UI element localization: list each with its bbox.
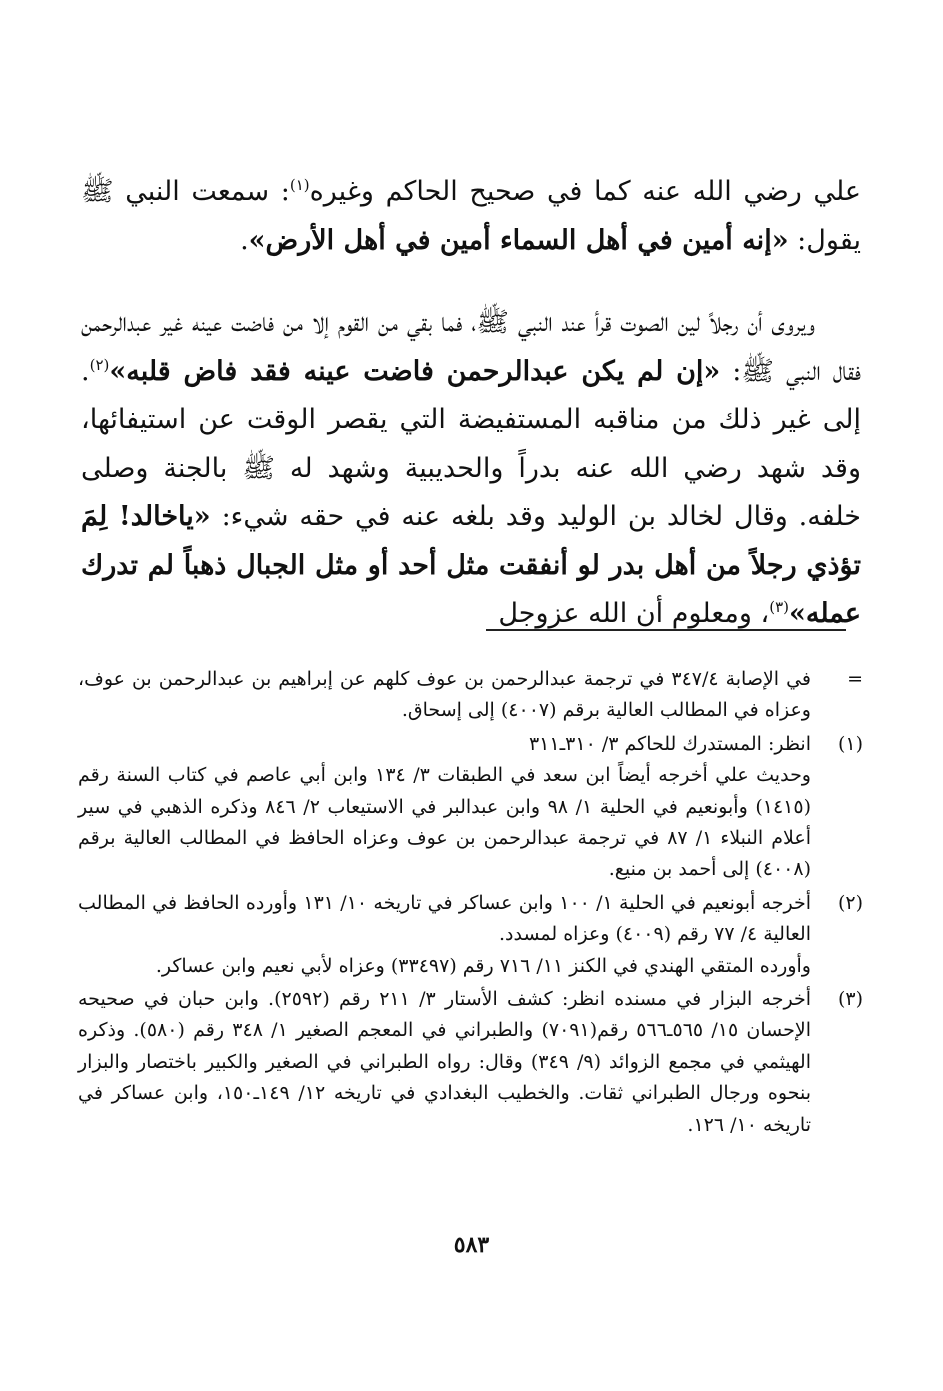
footnote-separator: [486, 629, 846, 631]
footnote-body: [78, 984, 811, 1141]
paragraph-2: [81, 299, 861, 639]
main-text: [81, 168, 861, 639]
footnote-ref-2: (٢): [89, 355, 110, 374]
paragraph-1-text-c: .: [240, 224, 249, 256]
paragraph-1-text-a: علي رضي الله عنه كما في صحيح الحاكم وغيره: [309, 176, 861, 207]
footnote-line: أخرجه البزار في مسنده انظر: كشف الأستار ٣/ ٢١١ رقم (٢٥٩٢). وابن حبان في صحيحه الإحسان ١٥/ ٥٦٥ـ٥٦٦ رقم(٧٠٩١) والطبراني في المعجم الصغير ١/ ٣٤٨ رقم (٥٨٠). وذكره الهيثمي في مجمع الزوائد (٩/ ٣٤٩) وقال: رواه الطبراني في الصغير والكبير باختصار والبزار بنحوه ورجال الطبراني ثقات. والخطيب البغدادي في تاريخه ١٢/ ١٤٩ـ١٥٠، وابن عساكر في تاريخه ١٠/ ١٢٦.: [78, 988, 811, 1136]
footnote-body: [78, 888, 811, 982]
hadith-quote-2: «إن لم يكن عبدالرحمن فاضت عينه فقد فاض قلبه»: [109, 355, 721, 387]
footnote-line: وحديث علي أخرجه أيضاً ابن سعد في الطبقات ٣/ ١٣٤ وابن أبي عاصم في كتاب السنة رقم (١٤١٥) وأبونعيم في الحلية ١/ ٩٨ وابن عبدالبر في الاستيعاب ٢/ ٨٤٦ وذكره الذهبي في سير أعلام النبلاء ١/ ٨٧ في ترجمة عبدالرحمن بن عوف وعزاه الحافظ في المطالب العالية برقم (٤٠٠٨) إلى أحمد بن منيع.: [78, 764, 811, 881]
footnote-1: [78, 729, 863, 886]
footnote-marker: (٢): [837, 891, 863, 914]
footnote-marker: =: [847, 668, 863, 690]
paragraph-2-text-a: ويروى أن رجلاً لين الصوت قرأ عند النبي ﷺ، فما بقي من القوم إلا من فاضت عينه غير عبدالرحمن فقال النبي ﷺ:: [81, 307, 861, 387]
footnote-line: انظر: المستدرك للحاكم ٣/ ٣١٠ـ٣١١: [528, 732, 811, 755]
footnotes: [78, 664, 863, 1141]
footnote-line: في الإصابة ٣٤٧/٤ في ترجمة عبدالرحمن بن عوف كلهم عن إبراهيم بن عبدالرحمن بن عوف، وعزاه في المطالب العالية برقم (٤٠٠٧) إلى إسحاق.: [78, 668, 811, 722]
footnote-line: وأورده المتقي الهندي في الكنز ١١/ ٧١٦ رقم (٣٣٤٩٧) وعزاه لأبي نعيم وابن عساكر.: [155, 954, 811, 977]
footnote-continued: [78, 664, 863, 727]
page-number: ٥٨٣: [453, 1232, 490, 1258]
hadith-quote-1: «إنه أمين في أهل السماء أمين في أهل الأرض»: [248, 224, 789, 256]
hadith-quote-3: «ياخالد! لِمَ تؤذي رجلاً من أهل بدر لو أنفقت مثل أحد أو مثل الجبال ذهباً لم تدرك عمله»: [81, 501, 862, 629]
footnote-body: [78, 729, 811, 886]
footnote-line: أخرجه أبونعيم في الحلية ١/ ١٠٠ وابن عساكر في تاريخه ١٠/ ١٣١ وأورده الحافظ في المطالب العالية ٤/ ٧٧ رقم (٤٠٠٩) وعزاه لمسدد.: [78, 891, 811, 946]
footnote-marker: (٣): [837, 988, 863, 1011]
paragraph-1: [81, 168, 861, 265]
paragraph-2-text-c: ، ومعلوم أن الله عزوجل: [498, 598, 770, 629]
footnote-3: [78, 984, 863, 1141]
footnote-marker: (١): [837, 732, 863, 755]
footnote-ref-1: (١): [289, 176, 310, 194]
footnote-body: [78, 664, 811, 727]
paragraph-1-text-b: : سمعت النبي ﷺ يقول:: [81, 176, 861, 256]
paragraph-2-text-b: . إلى غير ذلك من مناقبه المستفيضة التي يقصر الوقت عن استيفائها، وقد شهد رضي الله عنه بدراً والحديبية وشهد له ﷺ بالجنة وصلى خلفه. وقال لخالد بن الوليد وقد بلغه عنه في حقه شيء:: [81, 355, 861, 532]
footnote-ref-3: (٣): [769, 598, 789, 616]
footnote-2: [78, 888, 863, 982]
